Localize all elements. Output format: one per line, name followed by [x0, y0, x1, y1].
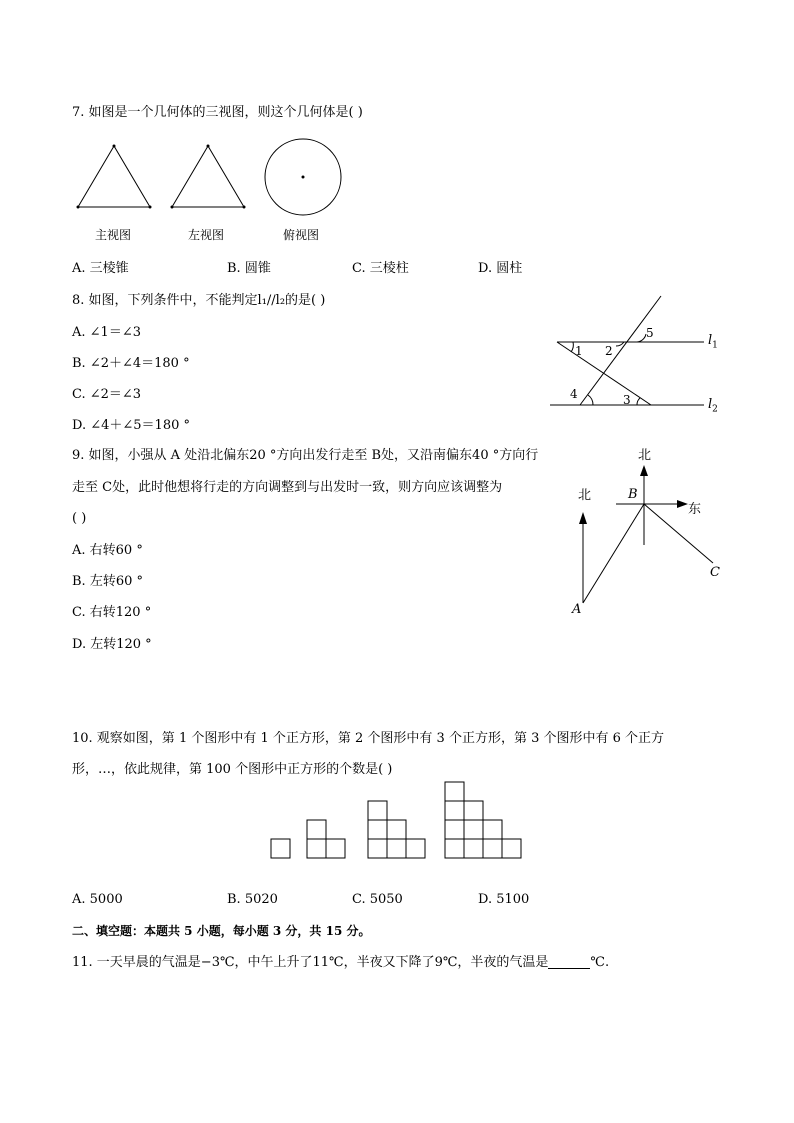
q8-option-b: B. ∠2＋∠4＝180 °: [72, 356, 190, 371]
q7-option-b: B. 圆锥: [227, 261, 271, 276]
q8-option-c: C. ∠2＝∠3: [72, 387, 142, 402]
q7-stem: 7. 如图是一个几何体的三视图，则这个几何体是( ): [72, 105, 363, 120]
angle-5-label: 5: [646, 326, 654, 340]
q8-stem: 8. 如图，下列条件中，不能判定l₁//l₂的是( ): [72, 293, 326, 308]
q10-stem-line1: 10. 观察如图，第 1 个图形中有 1 个正方形，第 2 个图形中有 3 个正方形，第 3 个图形中有 6 个正方: [72, 731, 665, 746]
top-view-label: 俯视图: [283, 228, 320, 242]
q10-option-c: C. 5050: [352, 892, 403, 907]
angle-4-label: 4: [570, 387, 578, 401]
q9-stem-line3: ( ): [72, 511, 87, 526]
side-view-label: 左视图: [188, 228, 225, 242]
q7-option-a: A. 三棱锥: [72, 261, 129, 276]
pattern-4: [445, 782, 521, 858]
angle-1-label: 1: [575, 344, 583, 358]
q8-option-d: D. ∠4＋∠5＝180 °: [72, 418, 190, 433]
point-b-label: B: [628, 487, 638, 502]
q9-option-b: B. 左转60 °: [72, 574, 143, 589]
q9-stem-line1: 9. 如图，小强从 A 处沿北偏东20 °方向出发行走至 B处，又沿南偏东40 °方向行: [72, 448, 539, 463]
q10-option-a: A. 5000: [72, 892, 123, 907]
q7-option-c: C. 三棱柱: [352, 261, 409, 276]
q10-stem-line2: 形，…，依此规律，第 100 个图形中正方形的个数是( ): [72, 762, 393, 777]
angle-3-label: 3: [623, 393, 631, 407]
pattern-1-square: [271, 839, 290, 858]
section-2-heading: 二、填空题：本题共 5 小题，每小题 3 分，共 15 分。: [72, 924, 371, 938]
q11-stem: [72, 956, 609, 969]
q10-option-b: B. 5020: [227, 892, 278, 907]
point-c-label: C: [710, 565, 720, 580]
east-label: 东: [688, 502, 702, 517]
q11-answer-blank[interactable]: [548, 956, 590, 969]
q11-text-after: ℃.: [590, 955, 610, 970]
line-l2-label: $l_2$: [708, 397, 718, 415]
front-view-label: 主视图: [95, 228, 132, 242]
q9-option-c: C. 右转120 °: [72, 605, 152, 620]
north-label-b: 北: [638, 448, 652, 463]
pattern-2: [307, 820, 345, 858]
q9-option-a: A. 右转60 °: [72, 543, 143, 558]
q9-option-d: D. 左转120 °: [72, 637, 152, 652]
pattern-3: [368, 801, 425, 858]
q10-option-d: D. 5100: [478, 892, 530, 907]
line-l1-label: $l_1$: [708, 333, 718, 351]
angle-2-label: 2: [605, 344, 613, 358]
point-a-label: A: [572, 602, 582, 617]
q9-stem-line2: 走至 C处，此时他想将行走的方向调整到与出发时一致，则方向应该调整为: [72, 480, 503, 495]
north-label-a: 北: [578, 488, 592, 503]
q11-text-before: 11. 一天早晨的气温是−3℃，中午上升了11℃，半夜又下降了9℃，半夜的气温是: [72, 955, 549, 970]
q7-option-d: D. 圆柱: [478, 261, 523, 276]
q8-option-a: A. ∠1＝∠3: [72, 325, 141, 340]
